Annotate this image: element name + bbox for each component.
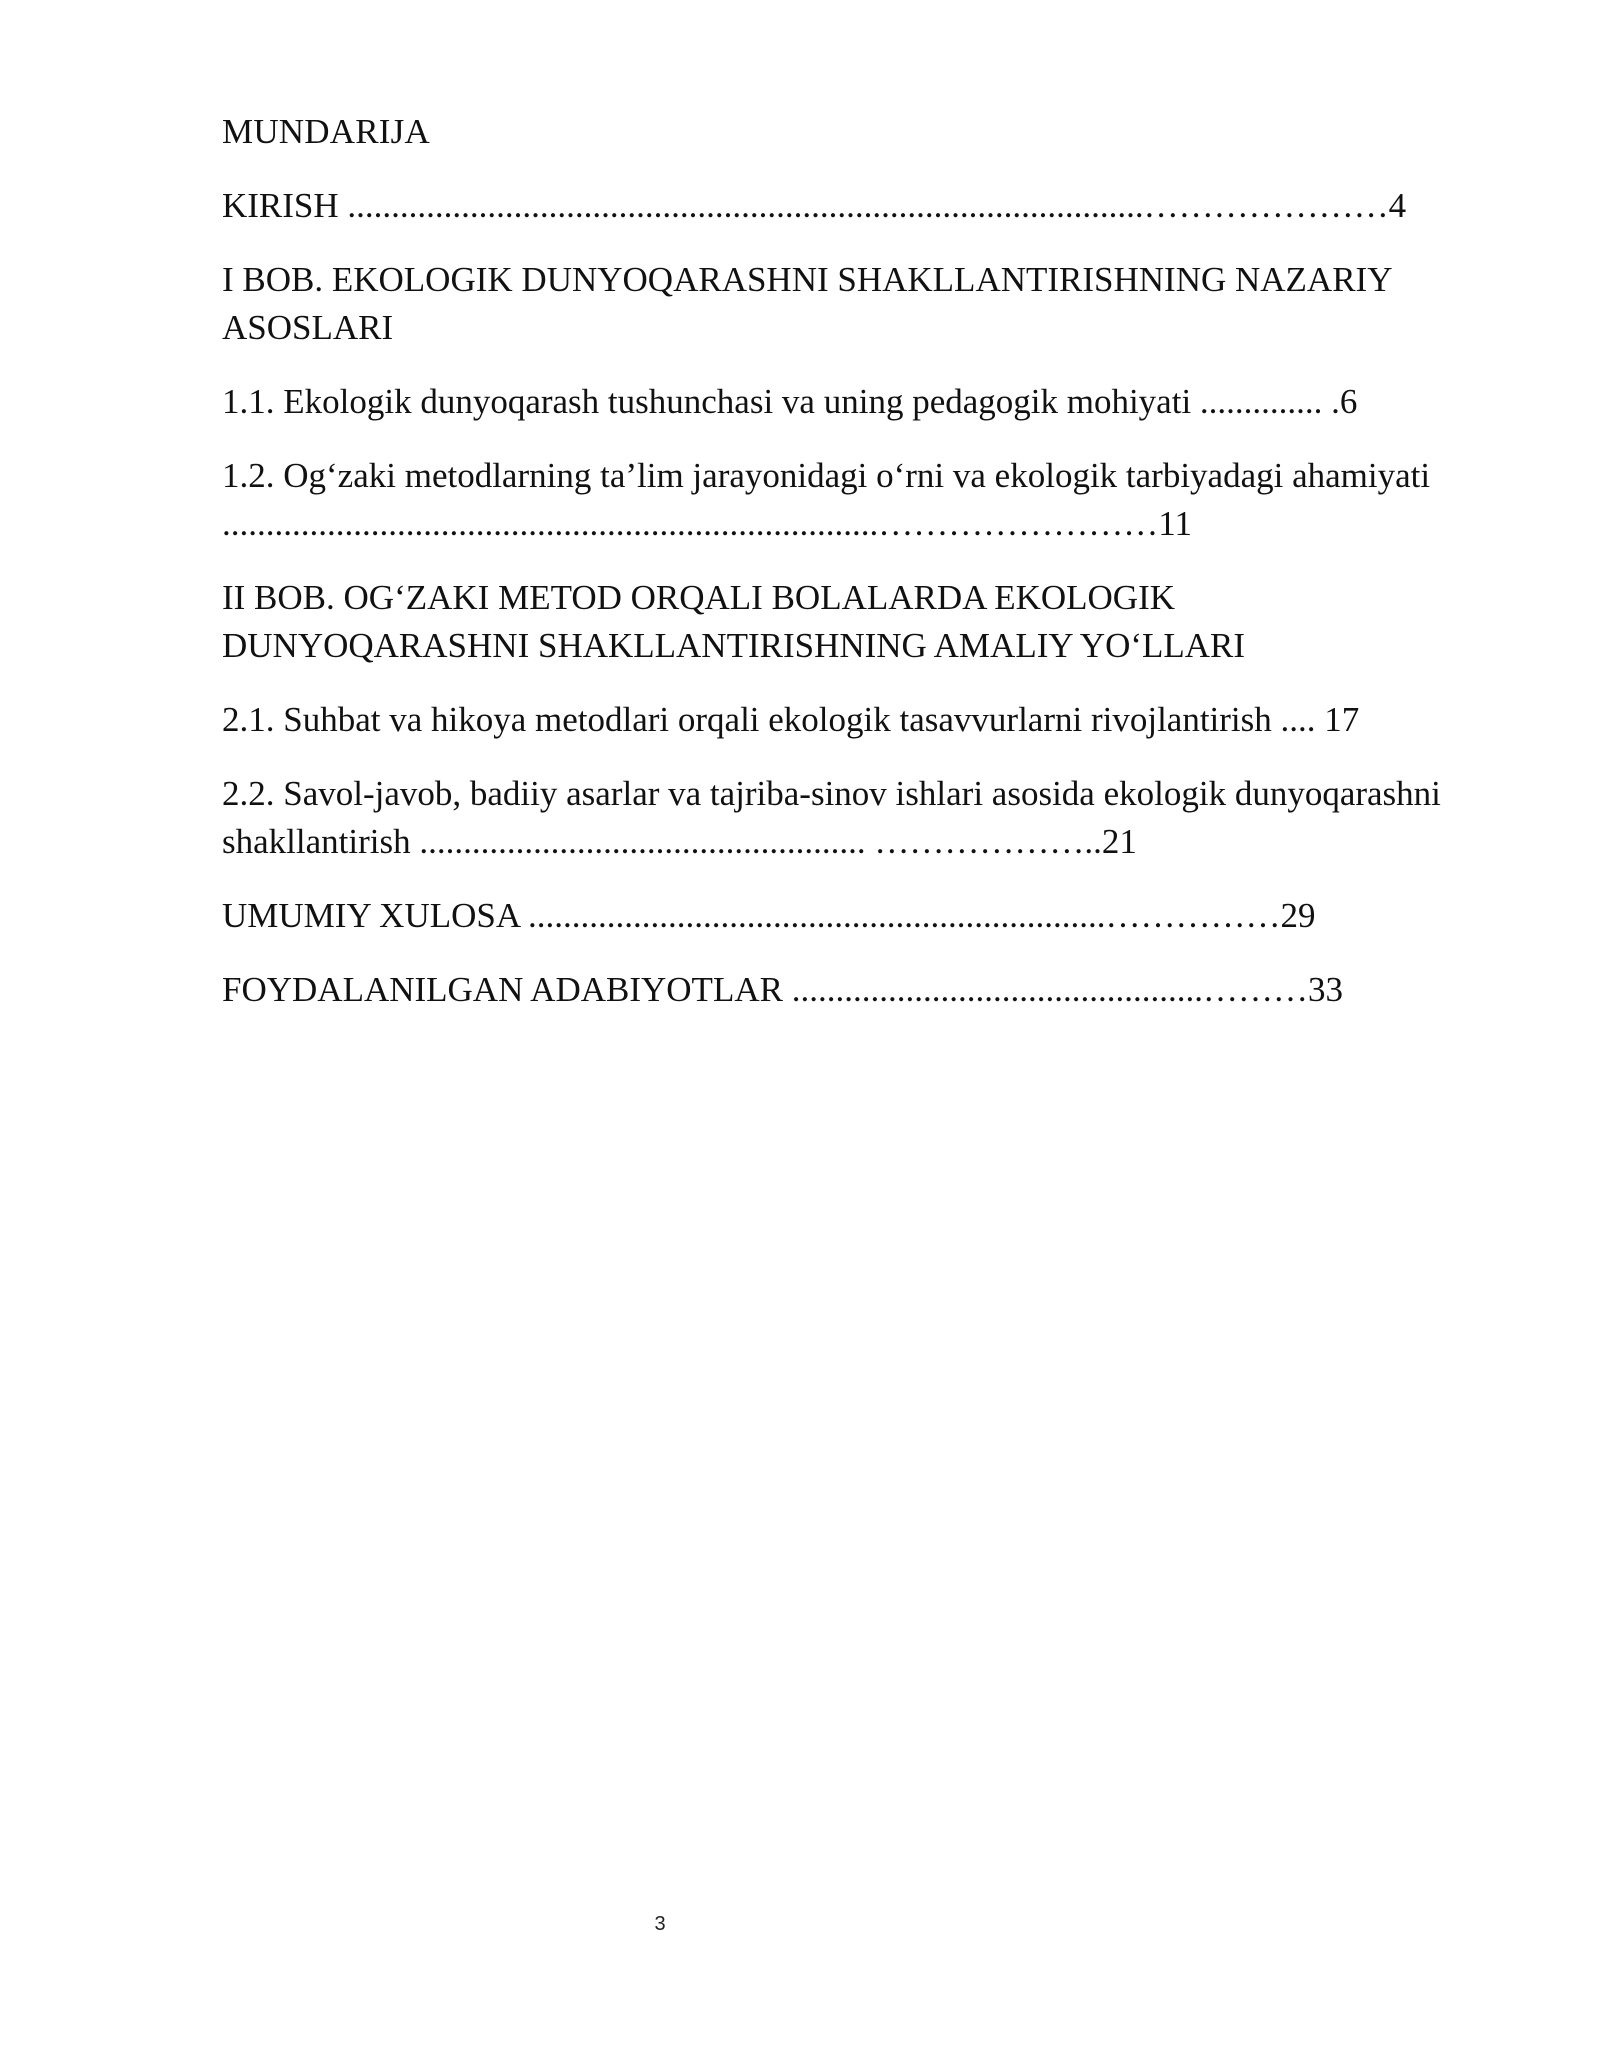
toc-entry-conclusion: UMUMIY XULOSA ..................................................................……………29	[222, 896, 1316, 935]
toc-title: MUNDARIJA	[222, 112, 430, 151]
toc-entry-section-1-2: 1.2. Og‘zaki metodlarning ta’lim jarayonidagi o‘rni va ekologik tarbiyadagi ahamiyati ...........................................................................……………………11	[222, 456, 1439, 543]
page-number: 3	[654, 1913, 666, 1935]
table-of-contents	[222, 108, 1462, 1040]
toc-entry-chapter-2: II BOB. OG‘ZAKI METOD ORQALI BOLALARDA EKOLOGIK DUNYOQARASHNI SHAKLLANTIRISHNING AMALIY YO‘LLARI	[222, 578, 1246, 665]
toc-entry-kirish: KIRISH ...........................................................................................…………………4	[222, 186, 1407, 225]
toc-entry-section-2-1: 2.1. Suhbat va hikoya metodlari orqali ekologik tasavvurlarni rivojlantirish .... 17	[222, 700, 1360, 739]
toc-entry-section-1-1: 1.1. Ekologik dunyoqarash tushunchasi va uning pedagogik mohiyati .............. .6	[222, 382, 1358, 421]
toc-entry-section-2-2: 2.2. Savol-javob, badiiy asarlar va tajriba-sinov ishlari asosida ekologik dunyoqarashni shakllantirish ................................................... ………………..21	[222, 774, 1450, 861]
toc-entry-references: FOYDALANILGAN ADABIYOTLAR ...............................................………33	[222, 970, 1343, 1009]
toc-entry-chapter-1: I BOB. EKOLOGIK DUNYOQARASHNI SHAKLLANTIRISHNING NAZARIY ASOSLARI	[222, 260, 1399, 347]
